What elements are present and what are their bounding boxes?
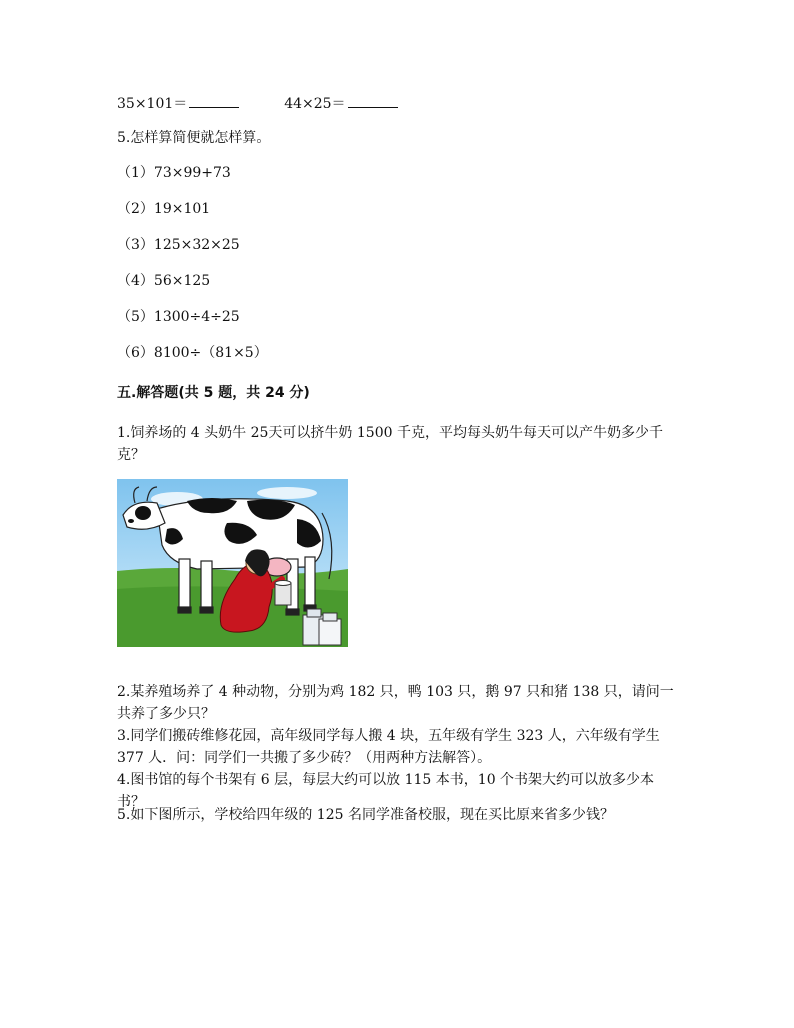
problem-4: 4.图书馆的每个书架有 6 层，每层大约可以放 115 本书，10 个书架大约可以放多少本书？ — [117, 772, 655, 810]
problem-5: 5.如下图所示，学校给四年级的 125 名同学准备校服，现在买比原来省多少钱？ — [117, 807, 614, 823]
q5-item-1: （1）73×99+73 — [117, 165, 231, 181]
answer-blank-2[interactable] — [348, 93, 398, 108]
fill-row — [117, 93, 398, 114]
q5-item-5: （5）1300÷4÷25 — [117, 309, 240, 325]
problem-3: 3.同学们搬砖维修花园，高年级同学每人搬 4 块，五年级有学生 323 人，六年级有学生 377 人．问：同学们一共搬了多少砖？（用两种方法解答）。 — [117, 728, 660, 766]
section-title: 五.解答题(共 5 题，共 24 分) — [117, 385, 310, 401]
q5-item-4: （4）56×125 — [117, 273, 211, 289]
answer-blank-1[interactable] — [189, 93, 239, 108]
q5-item-6: （6）8100÷（81×5） — [117, 345, 268, 361]
q5-item-2: （2）19×101 — [117, 201, 211, 217]
cow-milking-illustration — [117, 479, 348, 647]
expr-44x25: 44×25＝ — [284, 96, 346, 112]
problem-1: 1.饲养场的 4 头奶牛 25天可以挤牛奶 1500 千克，平均每头奶牛每天可以产牛奶多少千克？ — [117, 425, 663, 463]
q5-item-3: （3）125×32×25 — [117, 237, 240, 253]
problem-2: 2.某养殖场养了 4 种动物，分别为鸡 182 只，鸭 103 只，鹅 97 只和猪 138 只，请问一共养了多少只？ — [117, 684, 674, 722]
expr-35x101: 35×101＝ — [117, 96, 188, 112]
q5-title: 5.怎样算简便就怎样算。 — [117, 130, 271, 146]
